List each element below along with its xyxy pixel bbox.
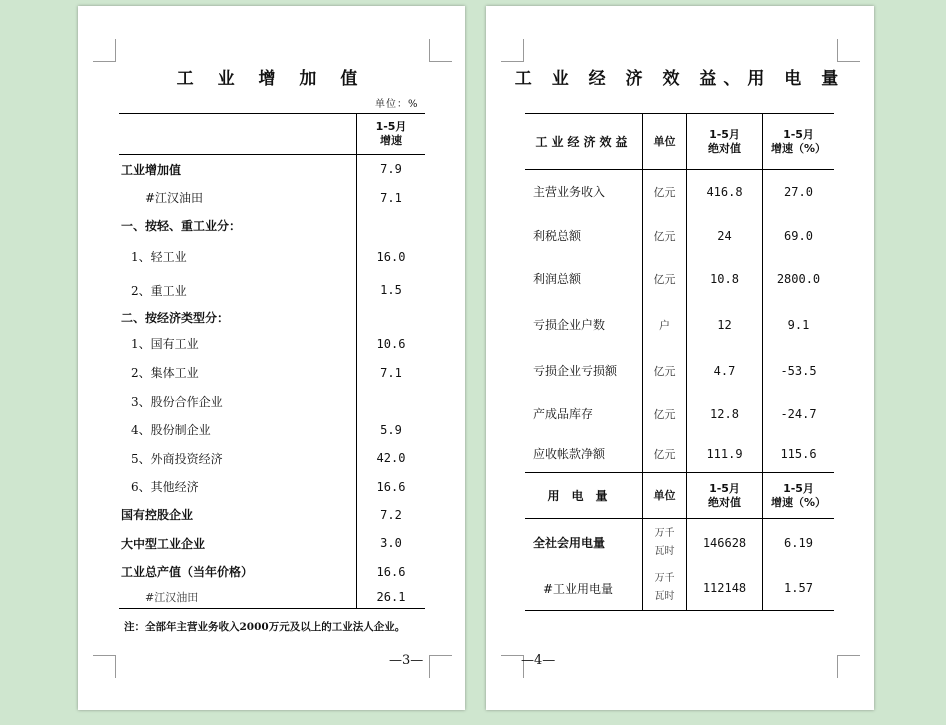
crop-mark [501,39,524,62]
table-row: 主营业务收入 亿元 416.8 27.0 [525,170,834,214]
table-row: #江汉油田 26.1 [119,586,425,609]
table-row: 工业增加值 7.9 [119,155,425,184]
page-left [78,6,465,710]
table-row: 6、其他经济 16.6 [119,473,425,501]
page-title: 工 业 增 加 值 [176,69,367,89]
table-row: 应收帐款净额 亿元 111.9 115.6 [525,436,834,473]
crop-mark [429,655,452,678]
table-row: 1、国有工业 10.6 [119,329,425,359]
table-row: 2、重工业 1.5 [119,274,425,307]
table-row: 利润总额 亿元 10.8 2800.0 [525,258,834,300]
unit-note: 单位：% [375,99,419,110]
crop-mark [93,655,116,678]
footnote: 注：全部年主营业务收入2000万元及以上的工业法人企业。 [124,621,406,633]
table-row: 大中型工业企业 3.0 [119,529,425,558]
page-title: 工 业 经 济 效 益、用 电 量 [514,69,846,89]
table-header-row: 工业经济效益 单位 1-5月 绝对值 1-5月 增速（%） [525,114,834,170]
economic-benefit-table [525,113,834,611]
table-header-row: 用电量 单位 1-5月 绝对值 1-5月 增速（%） [525,473,834,519]
header-period: 1-5月 [375,120,407,133]
page-number: —4— [521,653,556,668]
table-row: 4、股份制企业 5.9 [119,416,425,444]
table-row: 利税总额 亿元 24 69.0 [525,214,834,258]
table-row: 一、按轻、重工业分： [119,212,425,240]
table-row: 1、轻工业 16.0 [119,240,425,274]
table-row: 二、按经济类型分： [119,307,425,329]
table-row: 亏损企业户数 户 12 9.1 [525,300,834,350]
table-row: #工业用电量 万千 瓦时 112148 1.57 [525,567,834,611]
header-growth: 增速 [380,134,402,147]
crop-mark [837,39,860,62]
table-row: 5、外商投资经济 42.0 [119,444,425,473]
table-row: 全社会用电量 万千 瓦时 146628 6.19 [525,519,834,567]
table-row: 2、集体工业 7.1 [119,359,425,387]
table-row: #江汉油田 7.1 [119,184,425,212]
crop-mark [93,39,116,62]
table-row: 产成品库存 亿元 12.8 -24.7 [525,392,834,436]
table-row: 国有控股企业 7.2 [119,501,425,529]
page-right [486,6,874,710]
crop-mark [837,655,860,678]
table-row: 工业总产值（当年价格） 16.6 [119,558,425,586]
table-row: 亏损企业亏损额 亿元 4.7 -53.5 [525,350,834,392]
table-row: 3、股份合作企业 [119,387,425,416]
crop-mark [429,39,452,62]
page-number: —3— [389,653,424,668]
industry-added-value-table [119,113,425,609]
